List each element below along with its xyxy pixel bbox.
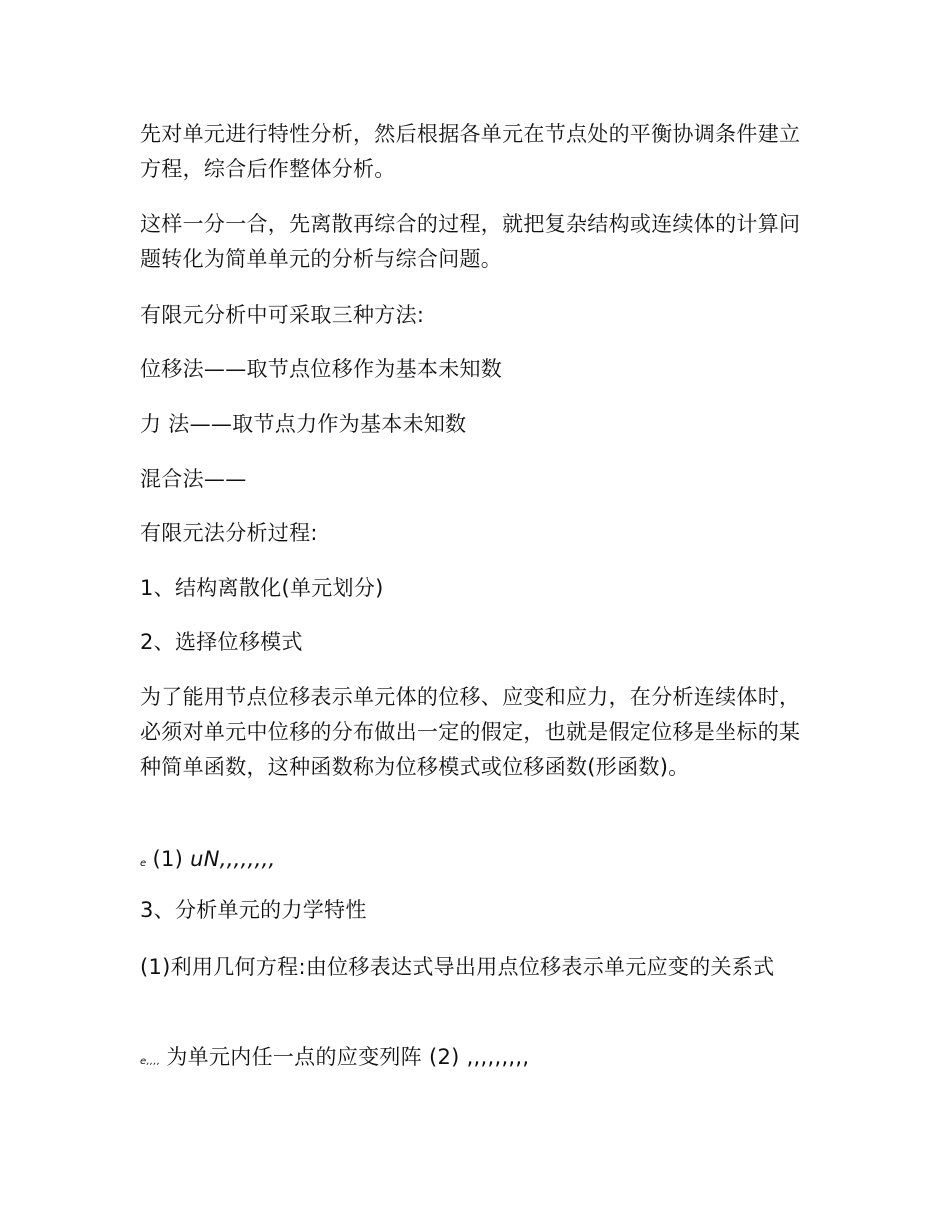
formula-2-text: 为单元内任一点的应变列阵 (2) ,,,,,,,,, [166,1045,530,1069]
step-2-displacement-mode: 2、选择位移模式 [140,630,303,654]
method-mixed: 混合法—— [140,467,247,491]
method-displacement: 位移法——取节点位移作为基本未知数 [140,357,503,381]
formula-1-expr: uN,,,,,,,, [190,847,276,871]
step-1-discretization: 1、结构离散化(单元划分) [140,576,384,600]
paragraph-geometric-equation: (1)利用几何方程:由位移表达式导出用点位移表示单元应变的关系式 [140,955,775,979]
formula-1-sub: e [140,858,147,869]
paragraph-displacement-function: 为了能用节点位移表示单元体的位移、应变和应力，在分析连续体时，必须对单元中位移的分布做出一定的假定，也就是假定位移是坐标的某种简单函数，这种函数称为位移模式或位移函数(形函数)。 [140,685,801,779]
formula-2 [140,1040,805,1079]
formula-1-label: (1) [152,847,184,871]
formula-1 [140,842,805,881]
step-3-mechanical-properties: 3、分析单元的力学特性 [140,898,367,922]
paragraph-discretize-combine: 这样一分一合，先离散再综合的过程，就把复杂结构或连续体的计算问题转化为简单单元的分析与综合问题。 [140,212,801,271]
paragraph-analysis-process: 有限元法分析过程: [140,521,318,545]
method-force: 力 法——取节点力作为基本未知数 [140,412,467,436]
formula-2-sub: e,,,, [140,1056,161,1067]
paragraph-element-analysis: 先对单元进行特性分析，然后根据各单元在节点处的平衡协调条件建立方程，综合后作整体分析。 [140,122,801,181]
paragraph-three-methods: 有限元分析中可采取三种方法: [140,303,425,327]
